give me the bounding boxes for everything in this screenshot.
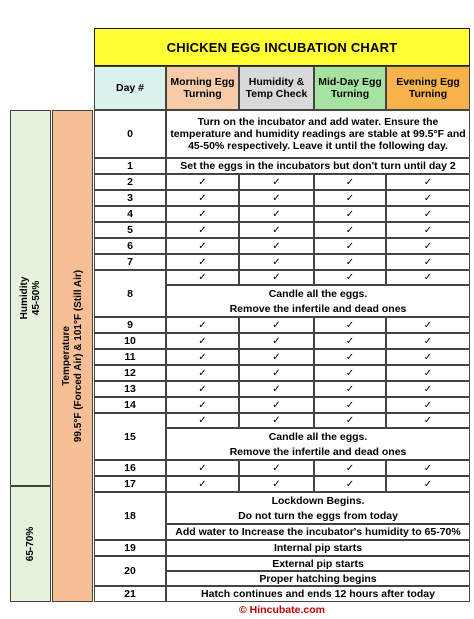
check-mark: ✓ [166,174,239,190]
check-mark: ✓ [314,238,386,254]
check-mark: ✓ [166,381,239,397]
check-mark: ✓ [166,365,239,381]
day-number: 19 [94,540,166,556]
check-mark: ✓ [386,222,470,238]
day-note: Remove the infertile and dead ones [166,301,470,317]
check-mark: ✓ [386,206,470,222]
day-number: 12 [94,365,166,381]
day-note: Proper hatching begins [166,571,470,586]
table-row [94,110,470,158]
check-mark: ✓ [386,476,470,492]
check-mark: ✓ [386,349,470,365]
check-mark: ✓ [386,270,470,285]
table-row [94,492,470,540]
check-mark: ✓ [239,222,314,238]
day-note: Set the eggs in the incubators but don't turn until day 2 [166,158,470,174]
table-row [94,270,470,317]
check-mark: ✓ [239,206,314,222]
check-mark: ✓ [314,413,386,428]
check-mark: ✓ [386,365,470,381]
day-note: Add water to Increase the incubator's humidity to 65-70% [166,524,470,540]
day-number: 11 [94,349,166,365]
check-mark: ✓ [166,333,239,349]
table-row [94,174,470,190]
table-row [94,317,470,333]
table-row [94,381,470,397]
check-mark: ✓ [314,381,386,397]
check-mark: ✓ [239,190,314,206]
table-row [94,365,470,381]
check-mark: ✓ [386,460,470,476]
check-mark: ✓ [239,317,314,333]
humidity-band-45-50 [10,110,51,486]
day-number: 2 [94,174,166,190]
check-mark: ✓ [166,190,239,206]
temperature-band [52,110,93,602]
table-row [94,397,470,413]
day-number: 1 [94,158,166,174]
check-mark: ✓ [166,460,239,476]
check-mark: ✓ [386,317,470,333]
day-number: 8 [94,270,166,317]
check-mark: ✓ [386,413,470,428]
day-note: Turn on the incubator and add water. Ensure the temperature and humidity readings are stable at 99.5°F and 45-50% respectively. Leave it until the following day. [166,110,470,158]
check-mark: ✓ [314,333,386,349]
day-note: External pip starts [166,556,470,571]
check-mark: ✓ [314,460,386,476]
temperature-label: Temperature 99.5°F (Forced Air) & 101°F (Still Air) [60,269,84,443]
check-mark: ✓ [166,476,239,492]
check-mark: ✓ [386,190,470,206]
check-mark: ✓ [166,206,239,222]
day-number: 7 [94,254,166,270]
day-number: 13 [94,381,166,397]
check-mark: ✓ [239,460,314,476]
day-note: Remove the infertile and dead ones [166,444,470,460]
table-row [94,349,470,365]
day-number: 6 [94,238,166,254]
day-number: 18 [94,492,166,540]
check-mark: ✓ [386,381,470,397]
table-row [94,222,470,238]
table-row [94,556,470,586]
check-mark: ✓ [314,365,386,381]
check-mark: ✓ [239,349,314,365]
table-row [94,158,470,174]
check-mark: ✓ [314,174,386,190]
day-number: 16 [94,460,166,476]
check-mark: ✓ [166,270,239,285]
check-mark: ✓ [314,476,386,492]
day-note: Candle all the eggs. [166,285,470,301]
table-row [94,540,470,556]
table-row [94,476,470,492]
day-number: 15 [94,413,166,460]
day-number: 10 [94,333,166,349]
day-number: 0 [94,110,166,158]
humidity-label-65-70: 65-70% [24,526,36,562]
check-mark: ✓ [386,333,470,349]
table-row [94,413,470,460]
table-row [94,206,470,222]
check-mark: ✓ [314,206,386,222]
check-mark: ✓ [314,222,386,238]
check-mark: ✓ [166,222,239,238]
day-note: Lockdown Begins. [166,492,470,508]
table-row [94,333,470,349]
day-note: Do not turn the eggs from today [166,508,470,524]
table-row [94,460,470,476]
check-mark: ✓ [314,254,386,270]
check-mark: ✓ [166,317,239,333]
day-number: 3 [94,190,166,206]
check-mark: ✓ [239,365,314,381]
table-row [94,586,470,602]
check-mark: ✓ [386,174,470,190]
check-mark: ✓ [386,397,470,413]
day-note: Hatch continues and ends 12 hours after today [166,586,470,602]
day-number: 5 [94,222,166,238]
schedule-table [94,110,470,602]
check-mark: ✓ [166,254,239,270]
check-mark: ✓ [239,413,314,428]
chart-title: CHICKEN EGG INCUBATION CHART [94,28,470,66]
copyright-footer: © Hincubate.com [239,604,325,616]
check-mark: ✓ [166,349,239,365]
check-mark: ✓ [386,238,470,254]
check-mark: ✓ [166,238,239,254]
table-row [94,254,470,270]
day-number: 17 [94,476,166,492]
humidity-label-45-50: Humidity 45-50% [18,276,42,320]
header-evening-turning: Evening Egg Turning [386,66,470,110]
day-number: 21 [94,586,166,602]
check-mark: ✓ [166,397,239,413]
check-mark: ✓ [314,270,386,285]
header-midday-turning: Mid-Day Egg Turning [314,66,386,110]
check-mark: ✓ [239,174,314,190]
humidity-band-65-70 [10,486,51,602]
check-mark: ✓ [314,397,386,413]
day-note: Internal pip starts [166,540,470,556]
day-number: 14 [94,397,166,413]
check-mark: ✓ [239,333,314,349]
day-number: 9 [94,317,166,333]
table-row [94,238,470,254]
check-mark: ✓ [239,270,314,285]
header-morning-turning: Morning Egg Turning [166,66,239,110]
day-number: 4 [94,206,166,222]
check-mark: ✓ [239,254,314,270]
table-row [94,190,470,206]
day-number: 20 [94,556,166,586]
check-mark: ✓ [239,381,314,397]
check-mark: ✓ [239,397,314,413]
check-mark: ✓ [239,238,314,254]
check-mark: ✓ [314,190,386,206]
check-mark: ✓ [166,413,239,428]
check-mark: ✓ [314,349,386,365]
check-mark: ✓ [314,317,386,333]
header-humidity-temp-check: Humidity & Temp Check [239,66,314,110]
check-mark: ✓ [386,254,470,270]
check-mark: ✓ [239,476,314,492]
header-day: Day # [94,66,166,110]
day-note: Candle all the eggs. [166,428,470,444]
